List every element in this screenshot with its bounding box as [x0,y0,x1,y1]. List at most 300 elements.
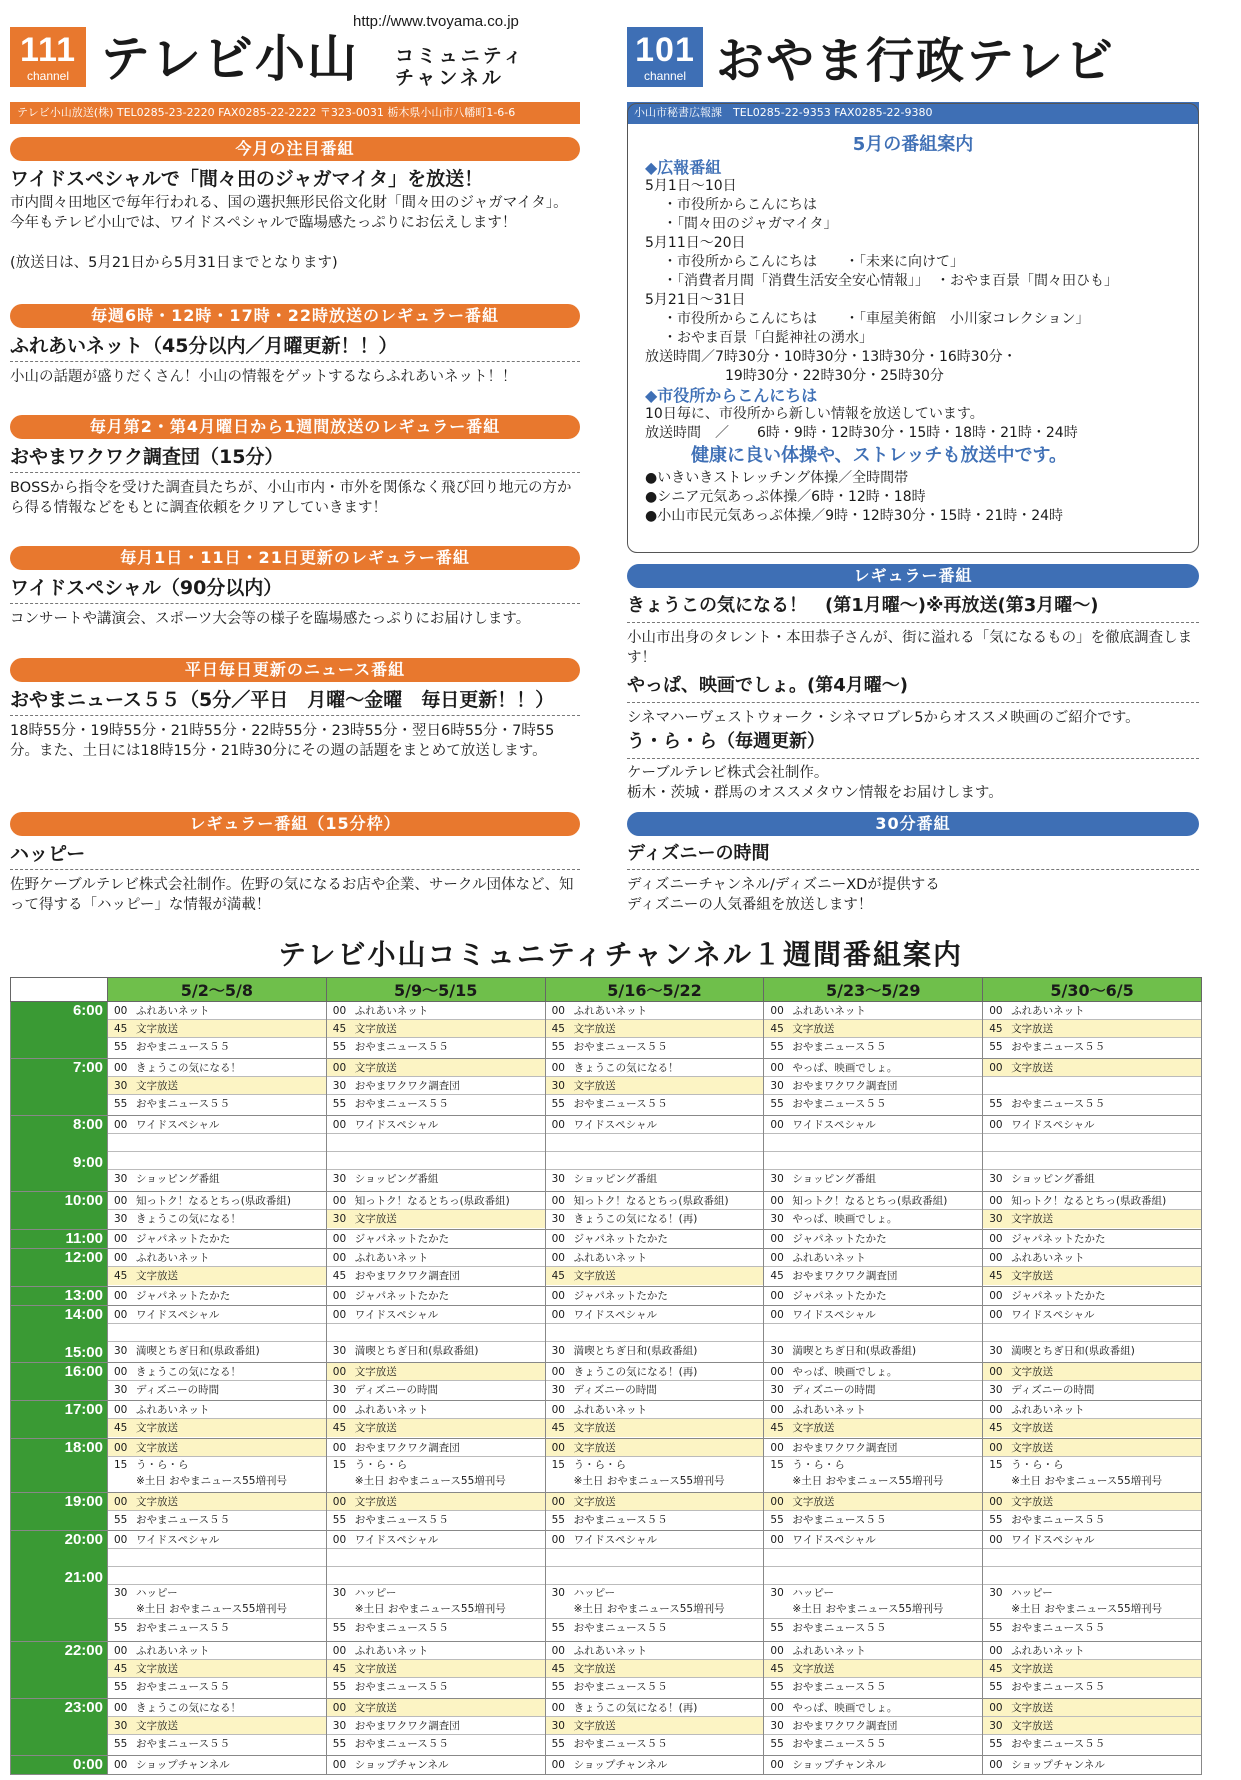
schedule-cell [108,1059,327,1116]
slot-program: きょうこの気になる！(再) [573,1702,698,1714]
program-slot [983,1095,1201,1113]
slot-program [136,1152,326,1169]
program-slot [327,1342,545,1360]
slot-program: おやまニュース５５ [136,1681,230,1693]
slot-program: おやまニュース５５ [792,1098,887,1110]
slot-minute: 45 [551,1663,565,1675]
slot-minute: 00 [551,1252,565,1264]
slot-minute: 55 [332,1514,347,1526]
slot-program: 文字放送 [792,1023,835,1035]
slot-minute: 30 [114,1345,128,1357]
schedule-row [11,1002,1202,1059]
guide-line: ●小山市民元気あっぷ体操／9時・12時30分・15時・21時・24時 [645,508,1064,524]
slot-minute: 00 [770,1702,784,1714]
slot-program: おやまワクワク調査団 [354,1720,460,1732]
divider [627,702,1199,703]
program-slot [108,1735,326,1753]
program-slot [327,1699,545,1717]
slot-program: ワイドスペシャル [354,1534,439,1546]
schedule-cell [545,1002,764,1059]
slot-program: ディズニーの時間 [573,1384,657,1396]
slot-minute: 55 [332,1681,347,1693]
slot-minute: 00 [551,1062,565,1074]
slot-minute: 55 [770,1041,784,1053]
slot-minute: 00 [114,1534,128,1546]
program-slot [108,1038,326,1056]
program-slot [108,1619,326,1637]
section-title: おやまワクワク調査団（15分） [10,446,284,468]
slot-minute: 30 [770,1345,784,1357]
program-slot [108,1381,326,1399]
slot-minute: 00 [332,1645,347,1657]
slot-program: おやまニュース５５ [792,1738,887,1750]
schedule-cell [983,1439,1202,1493]
schedule-cell [764,1059,983,1116]
week-header: 5/9～5/15 [326,978,545,1002]
slot-minute: 55 [114,1098,128,1110]
slot-program: ふれあいネット [354,1645,429,1657]
program-slot [764,1363,982,1381]
schedule-cell [108,1439,327,1493]
schedule-row [11,1230,1202,1249]
slot-program: おやまニュース５５ [1011,1681,1106,1693]
slot-minute: 00 [332,1366,347,1378]
slot-minute: 55 [551,1098,565,1110]
program-slot [546,1678,764,1696]
program-slot [327,1324,545,1342]
schedule-cell [326,1756,545,1775]
program-slot [764,1585,982,1619]
slot-program: おやまワクワク調査団 [792,1442,898,1454]
slot-minute: 00 [770,1442,784,1454]
slot-program: ディズニーの時間 [354,1384,438,1396]
slot-minute: 00 [989,1119,1003,1131]
time-label: 20:00 [64,1531,103,1548]
slot-minute [546,1134,574,1151]
slot-program: 文字放送 [1011,1720,1054,1732]
slot-minute: 00 [114,1645,128,1657]
slot-minute: 45 [332,1270,347,1282]
guide-line: 10日毎に、市役所から新しい情報を放送しています。 [645,406,984,422]
slot-minute: 45 [551,1422,565,1434]
program-slot [327,1717,545,1735]
slot-minute: 00 [551,1496,565,1508]
slot-minute: 30 [770,1384,784,1396]
program-slot [327,1735,545,1753]
slot-minute: 00 [332,1005,347,1017]
slot-minute: 45 [989,1422,1003,1434]
slot-program: おやまワクワク調査団 [354,1080,460,1092]
slot-program [792,1549,982,1566]
slot-minute [327,1324,355,1341]
slot-minute: 00 [989,1290,1003,1302]
slot-program: 文字放送 [354,1702,397,1714]
slot-minute: 55 [989,1738,1003,1750]
slot-program: おやまニュース５５ [573,1738,668,1750]
program-slot [108,1077,326,1095]
program-slot [546,1306,764,1324]
program-slot [108,1549,326,1567]
slot-minute: 00 [989,1195,1003,1207]
program-slot [108,1493,326,1511]
slot-program: おやまワクワク調査団 [354,1270,460,1282]
slot-minute: 55 [770,1681,784,1693]
program-slot [546,1324,764,1342]
slot-minute: 45 [551,1270,565,1282]
program-slot [327,1585,545,1619]
schedule-cell [983,1287,1202,1306]
slot-minute: 45 [114,1663,128,1675]
program-slot [764,1642,982,1660]
guide-heading: ◆市役所からこんにちは [645,386,818,405]
program-slot [327,1249,545,1267]
program-slot [327,1419,545,1437]
slot-program: う・ら・ら ※土日 おやまニュース55増刊号 [136,1459,287,1487]
slot-program [136,1549,326,1566]
program-slot [546,1116,764,1134]
slot-program: 文字放送 [573,1442,616,1454]
header-corner [11,978,108,1002]
schedule-cell [545,1642,764,1699]
slot-minute [546,1324,574,1341]
slot-minute: 45 [114,1422,128,1434]
schedule-cell [326,1531,545,1642]
slot-minute: 00 [332,1442,347,1454]
slot-program: ショッピング番組 [136,1173,220,1185]
slot-program: ふれあいネット [573,1645,648,1657]
schedule-cell [108,1699,327,1756]
program-slot [327,1059,545,1077]
section-body: コンサートや講演会、スポーツ大会等の様子を臨場感たっぷりにお届けします。 [10,611,531,627]
box-title: 5月の番組案内 [852,134,974,155]
slot-program: おやまニュース５５ [136,1738,230,1750]
schedule-row [11,1699,1202,1756]
slot-minute: 00 [332,1759,347,1771]
guide-line: 放送時間 ／ 6時・9時・12時30分・15時・18時・21時・24時 [645,425,1078,441]
schedule-cell [545,1230,764,1249]
schedule-cell [108,1531,327,1642]
slot-program: ふれあいネット [354,1404,429,1416]
slot-minute: 30 [332,1587,347,1599]
slot-program: ショッピング番組 [573,1173,658,1185]
right-info-bar: 小山市秘書広報課 TEL0285-22-9353 FAX0285-22-9380 [627,102,1199,124]
program-slot [546,1170,764,1188]
schedule-cell [545,1287,764,1306]
slot-minute: 55 [989,1098,1003,1110]
program-slot [983,1660,1201,1678]
slot-program: 文字放送 [573,1023,616,1035]
slot-program: ジャパネットたかた [573,1290,668,1302]
program-slot [327,1170,545,1188]
program-slot [764,1002,982,1020]
slot-program: おやまニュース５５ [354,1041,449,1053]
pill-update: 毎月1日・11日・21日更新のレギュラー番組 [10,546,580,570]
schedule-cell [764,1287,983,1306]
section-body: 栃木・茨城・群馬のオススメタウン情報をお届けします。 [627,785,1003,801]
program-slot [327,1756,545,1774]
slot-program: う・ら・ら ※土日 おやまニュース55増刊号 [354,1459,506,1487]
section-body: 小山市出身のタレント・本田恭子さんが、街に溢れる「気になるもの」を徹底調査します！ [627,630,1193,666]
slot-program: 満喫とちぎ日和(県政番組) [136,1345,260,1357]
slot-program: 文字放送 [1011,1270,1054,1282]
slot-program: おやまニュース５５ [136,1041,230,1053]
slot-program: ショッピング番組 [1011,1173,1095,1185]
schedule-cell [764,1363,983,1401]
slot-program: やっぱ、映画でしょ。 [792,1062,898,1074]
program-slot [327,1660,545,1678]
time-cell [11,1116,108,1192]
schedule-cell [108,1493,327,1531]
slot-program: ふれあいネット [792,1404,866,1416]
program-slot [108,1531,326,1549]
program-slot [327,1192,545,1210]
schedule-cell [545,1699,764,1756]
section-body: 18時55分・19時55分・21時55分・22時55分・23時55分・翌日6時55分・7時55分。また、土日には18時15分・21時30分にその週の話題をまとめて放送します。 [10,723,555,759]
schedule-row [11,1192,1202,1230]
schedule-cell [108,1642,327,1699]
program-slot [327,1095,545,1113]
section-title: きょうこの気になる！ (第1月曜～)※再放送(第3月曜～) [627,595,1099,616]
slot-minute: 30 [332,1213,347,1225]
schedule-cell [326,1363,545,1401]
slot-minute: 00 [770,1005,784,1017]
program-slot [108,1324,326,1342]
program-slot [327,1493,545,1511]
schedule-cell [545,1493,764,1531]
slot-program: ハッピー ※土日 おやまニュース55増刊号 [792,1587,944,1615]
program-slot [546,1002,764,1020]
program-slot [327,1267,545,1285]
slot-minute [108,1324,136,1341]
slot-program: ふれあいネット [136,1645,210,1657]
schedule-cell [764,1401,983,1439]
program-slot [546,1249,764,1267]
slot-program: ワイドスペシャル [354,1309,439,1321]
slot-program: おやまニュース５５ [354,1738,449,1750]
slot-minute: 00 [114,1759,128,1771]
time-cell [11,1192,108,1230]
program-slot [327,1134,545,1152]
slot-minute: 00 [989,1759,1003,1771]
program-slot [546,1511,764,1529]
left-subtitle-1: コミュニティ [395,45,526,67]
channel-label: channel [26,69,70,83]
program-slot [108,1095,326,1113]
slot-program: ワイドスペシャル [792,1534,876,1546]
slot-program: 文字放送 [354,1422,397,1434]
slot-program: 文字放送 [136,1720,178,1732]
slot-minute: 30 [332,1080,347,1092]
slot-minute: 00 [114,1005,128,1017]
slot-minute: 30 [989,1213,1003,1225]
program-slot [546,1381,764,1399]
time-cell [11,1439,108,1493]
program-slot [764,1381,982,1399]
slot-minute [764,1567,792,1584]
slot-minute: 00 [989,1062,1003,1074]
schedule-row [11,1363,1202,1401]
slot-program: ショッピング番組 [354,1173,439,1185]
program-slot [546,1134,764,1152]
schedule-row [11,1642,1202,1699]
slot-program: ワイドスペシャル [136,1119,220,1131]
time-cell [11,1531,108,1642]
time-cell [11,1363,108,1401]
slot-minute: 30 [332,1384,347,1396]
slot-minute: 00 [770,1290,784,1302]
program-slot [546,1457,764,1491]
schedule-cell [108,1363,327,1401]
program-slot [546,1717,764,1735]
program-slot [546,1059,764,1077]
program-slot [327,1038,545,1056]
slot-minute: 00 [989,1005,1003,1017]
site-url[interactable]: http://www.tvoyama.co.jp [353,13,519,30]
schedule-cell [545,1249,764,1287]
slot-program: 文字放送 [1011,1422,1054,1434]
slot-program: ふれあいネット [573,1404,648,1416]
slot-program: 文字放送 [1011,1702,1054,1714]
schedule-cell [764,1306,983,1363]
program-slot [108,1059,326,1077]
program-slot [764,1020,982,1038]
slot-program: おやまニュース５５ [573,1098,668,1110]
slot-program: ワイドスペシャル [573,1534,657,1546]
schedule-cell [326,1287,545,1306]
schedule-cell [326,1699,545,1756]
section-title: ワイドスペシャル（90分以内） [10,577,283,599]
program-slot [108,1419,326,1437]
program-slot [108,1267,326,1285]
slot-program [574,1324,764,1341]
slot-minute: 30 [770,1720,784,1732]
program-slot [764,1756,982,1774]
schedule-cell [764,1230,983,1249]
slot-minute: 30 [551,1720,565,1732]
pill-monthly: 毎月第2・第4月曜日から1週間放送のレギュラー番組 [10,415,580,439]
section-title: ディズニーの時間 [627,843,770,864]
schedule-table [10,977,1202,1775]
schedule-cell [764,1531,983,1642]
slot-minute: 55 [114,1514,128,1526]
pill-news: 平日毎日更新のニュース番組 [10,658,580,682]
program-slot [546,1619,764,1637]
section-title: ハッピー [10,843,86,865]
slot-program: おやまニュース５５ [136,1622,230,1634]
schedule-cell [326,1493,545,1531]
right-title: おやま行政テレビ [716,33,1116,89]
slot-program [792,1134,982,1151]
slot-minute: 00 [114,1290,128,1302]
program-slot [983,1306,1201,1324]
program-slot [764,1699,982,1717]
slot-program: ジャパネットたかた [354,1290,450,1302]
slot-program: ふれあいネット [136,1404,210,1416]
guide-line: ●いきいきストレッチング体操／全時間帯 [645,470,909,486]
slot-minute: 00 [770,1404,784,1416]
slot-minute: 00 [551,1309,565,1321]
program-slot [983,1059,1201,1077]
slot-program [1011,1134,1201,1151]
slot-program: 文字放送 [354,1496,397,1508]
slot-minute: 30 [770,1587,784,1599]
program-slot [983,1002,1201,1020]
slot-minute [108,1567,136,1584]
slot-minute [764,1134,792,1151]
slot-program: おやまニュース５５ [1011,1514,1106,1526]
slot-minute [764,1549,792,1566]
slot-program: おやまニュース５５ [1011,1041,1106,1053]
slot-program [574,1567,764,1584]
slot-program: やっぱ、映画でしょ。 [792,1366,898,1378]
slot-minute [764,1152,792,1169]
slot-minute: 00 [551,1759,565,1771]
program-slot [108,1210,326,1228]
slot-minute [327,1134,355,1151]
schedule-cell [326,1642,545,1699]
slot-minute: 55 [551,1681,565,1693]
schedule-row [11,1756,1202,1775]
slot-minute: 00 [332,1496,347,1508]
slot-minute: 45 [551,1023,565,1035]
left-subtitle-2: チャンネル [395,67,504,89]
schedule-cell [108,1002,327,1059]
guide-line: 5月21日～31日 [645,292,746,308]
slot-minute: 00 [989,1404,1003,1416]
program-slot [983,1457,1201,1491]
slot-program: 文字放送 [354,1366,397,1378]
schedule-row [11,1059,1202,1116]
slot-program: ふれあいネット [136,1252,210,1264]
slot-program: 知っトク！なるとちっ(県政番組) [1011,1195,1167,1207]
program-slot [327,1210,545,1228]
program-slot [108,1249,326,1267]
slot-minute: 55 [989,1041,1003,1053]
slot-minute: 00 [332,1119,347,1131]
slot-program [1011,1567,1201,1584]
slot-program: おやまニュース５５ [792,1041,887,1053]
slot-minute: 00 [989,1309,1003,1321]
guide-line: 19時30分・22時30分・25時30分 [725,368,944,384]
slot-minute: 00 [551,1195,565,1207]
slot-minute: 15 [114,1459,128,1471]
program-slot [108,1511,326,1529]
slot-minute: 30 [989,1587,1003,1599]
slot-program: ハッピー ※土日 おやまニュース55増刊号 [573,1587,725,1615]
time-label: 18:00 [64,1439,103,1456]
time-label: 21:00 [64,1569,103,1586]
slot-minute: 15 [989,1459,1003,1471]
program-slot [327,1230,545,1248]
program-slot [546,1699,764,1717]
slot-minute: 00 [114,1404,128,1416]
slot-program: ふれあいネット [573,1005,648,1017]
time-cell [11,1249,108,1287]
guide-body [645,158,1118,526]
time-label: 23:00 [64,1699,103,1716]
slot-minute: 45 [114,1023,128,1035]
slot-program [792,1152,982,1169]
guide-heading: ◆広報番組 [645,158,722,177]
slot-program [136,1324,326,1341]
schedule-cell [326,1401,545,1439]
slot-minute: 00 [770,1759,784,1771]
slot-program: ふれあいネット [354,1252,429,1264]
slot-minute [983,1152,1011,1169]
program-slot [983,1549,1201,1567]
slot-program: ワイドスペシャル [354,1119,439,1131]
slot-minute: 30 [332,1173,347,1185]
